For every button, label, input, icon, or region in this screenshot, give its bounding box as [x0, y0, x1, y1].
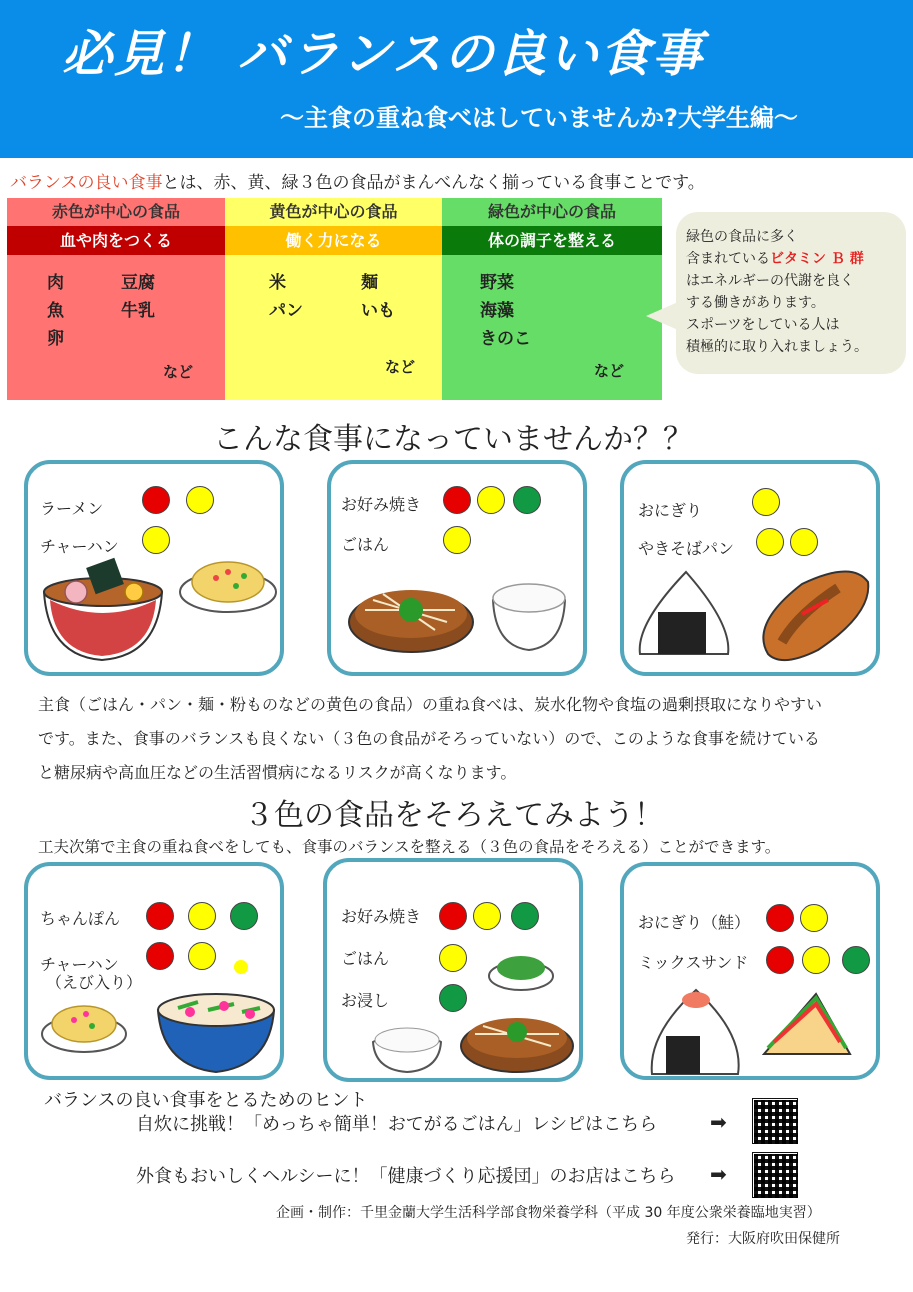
vitamin-note-bubble	[676, 212, 906, 374]
group-role-green: 体の調子を整える	[442, 226, 662, 255]
meal-card	[620, 862, 880, 1080]
hint-cooking: 自炊に挑戦！「めっちゃ簡単！おてがるごはん」レシピはこちら	[136, 1114, 658, 1135]
meal-card	[327, 460, 587, 676]
green-dot	[513, 486, 541, 514]
yellow-dot	[186, 486, 214, 514]
yellow-dot	[188, 942, 216, 970]
bubble-line: はエネルギーの代謝を良く	[686, 273, 854, 289]
bubble-tail	[646, 302, 678, 330]
yellow-dot	[756, 528, 784, 556]
food-item: 麺	[361, 273, 378, 293]
meal-item-label: お浸し	[341, 991, 390, 1010]
meal-item-label: ラーメン	[40, 499, 104, 518]
section2-lead: 工夫次第で主食の重ね食べをしても、食事のバランスを整える（３色の食品をそろえる）ことができます。	[38, 838, 781, 856]
red-dot	[142, 486, 170, 514]
meal-card	[24, 460, 284, 676]
etc-label: など	[594, 362, 625, 380]
meal-item-sublabel: （えび入り）	[46, 973, 143, 992]
hint-eating-out: 外食もおいしくヘルシーに！「健康づくり応援団」のお店はこちら	[136, 1166, 676, 1187]
meal-card	[323, 858, 583, 1082]
etc-label: など	[385, 358, 416, 376]
food-item: 牛乳	[121, 301, 155, 321]
intro-rest: とは、赤、黄、緑３色の食品がまんべんなく揃っている食事ことです。	[162, 173, 705, 193]
group-title-yellow: 黄色が中心の食品	[225, 198, 442, 226]
group-role-yellow: 働く力になる	[225, 226, 442, 255]
bubble-line: スポーツをしている人は	[686, 317, 840, 333]
qr-code-restaurants[interactable]	[752, 1152, 798, 1198]
group-role-red: 血や肉をつくる	[7, 226, 225, 255]
meal-card	[620, 460, 880, 676]
yellow-small-dot	[234, 960, 248, 974]
food-item: 魚	[47, 301, 64, 321]
food-item: 野菜	[480, 273, 514, 293]
qr-code-pattern	[754, 1100, 798, 1144]
meal-item-label: チャーハン	[40, 537, 119, 556]
yellow-dot	[188, 902, 216, 930]
red-dot	[766, 946, 794, 974]
meal-item-label: ちゃんぽん	[40, 909, 121, 928]
meal-item-label: ミックスサンド	[638, 953, 749, 972]
bubble-line: 含まれているビタミン Ｂ 群	[686, 251, 864, 267]
qr-code-pattern	[754, 1154, 798, 1198]
okonomiyaki-rice-ohitashi-illustration	[367, 946, 579, 1076]
fried-rice-and-champon-illustration	[38, 980, 278, 1076]
meal-item-label: おにぎり	[638, 501, 703, 520]
yellow-dot	[443, 526, 471, 554]
yellow-dot	[477, 486, 505, 514]
red-dot	[766, 904, 794, 932]
food-item: きのこ	[480, 329, 531, 349]
meal-card	[24, 862, 284, 1080]
food-group-green	[442, 198, 662, 400]
qr-code-recipes[interactable]	[752, 1098, 798, 1144]
meal-item-label: やきそばパン	[638, 539, 735, 558]
meal-item-label: ごはん	[341, 535, 390, 554]
yellow-dot	[752, 488, 780, 516]
meal-item-label: ごはん	[341, 949, 390, 968]
yellow-dot	[802, 946, 830, 974]
vitamin-b-highlight: ビタミン Ｂ 群	[770, 251, 864, 267]
food-item: 海藻	[480, 301, 514, 321]
food-item: 米	[269, 273, 286, 293]
okonomiyaki-and-rice-illustration	[343, 560, 583, 670]
food-group-red	[7, 198, 225, 400]
food-item: パン	[269, 301, 303, 321]
meal-item-label: お好み焼き	[341, 495, 422, 514]
food-item: 肉	[47, 273, 64, 293]
meal-item-label: おにぎり（鮭）	[638, 913, 751, 932]
yellow-dot	[790, 528, 818, 556]
red-dot	[443, 486, 471, 514]
food-item: いも	[361, 301, 395, 321]
hints-title: バランスの良い食事をとるためのヒント	[44, 1090, 368, 1111]
bubble-line: する働きがあります。	[686, 295, 825, 311]
page-subtitle: 〜主食の重ね食べはしていませんか?大学生編〜	[280, 104, 798, 132]
red-dot	[439, 902, 467, 930]
arrow-right-icon: ➡	[710, 1162, 727, 1186]
green-dot	[511, 902, 539, 930]
intro-text	[10, 168, 705, 193]
food-item: 豆腐	[121, 273, 155, 293]
etc-label: など	[163, 363, 194, 381]
intro-highlight: バランスの良い食事	[10, 173, 163, 193]
group-title-red: 赤色が中心の食品	[7, 198, 225, 226]
page-title: 必見！ バランスの良い食事	[62, 25, 704, 83]
bubble-line: 緑色の食品に多く	[686, 229, 798, 245]
section1-heading: こんな食事になっていませんか？？	[213, 422, 693, 457]
yellow-dot	[800, 904, 828, 932]
food-item: 卵	[47, 329, 64, 349]
green-dot	[230, 902, 258, 930]
green-dot	[842, 946, 870, 974]
onigiri-and-yakisoba-bread-illustration	[632, 564, 876, 674]
group-title-green: 緑色が中心の食品	[442, 198, 662, 226]
bubble-line: 積極的に取り入れましょう。	[686, 339, 868, 355]
yellow-dot	[473, 902, 501, 930]
red-dot	[146, 902, 174, 930]
ramen-and-fried-rice-illustration	[38, 556, 278, 668]
onigiri-salmon-and-sandwich-illustration	[644, 984, 864, 1080]
arrow-right-icon: ➡	[710, 1110, 727, 1134]
credit-producer: 企画・制作：千里金蘭大学生活科学部食物栄養学科（平成 30 年度公衆栄養臨地実習）	[276, 1205, 821, 1221]
meal-item-label: チャーハン	[40, 955, 119, 974]
food-group-yellow	[225, 198, 442, 400]
section2-heading: ３色の食品をそろえてみよう！	[244, 798, 664, 833]
credit-publisher: 発行：大阪府吹田保健所	[686, 1231, 840, 1247]
red-dot	[146, 942, 174, 970]
meal-item-label: お好み焼き	[341, 907, 422, 926]
warning-paragraph: 主食（ごはん・パン・麺・粉ものなどの黄色の食品）の重ね食べは、炭水化物や食塩の過剰摂取になりやすい です。また、食事のバランスも良くない（３色の食品がそろっていない）ので、このような食事を続けている と糖尿病や高血圧などの生活習慣病になるリスクが高くなります。	[38, 695, 823, 782]
yellow-dot	[142, 526, 170, 554]
